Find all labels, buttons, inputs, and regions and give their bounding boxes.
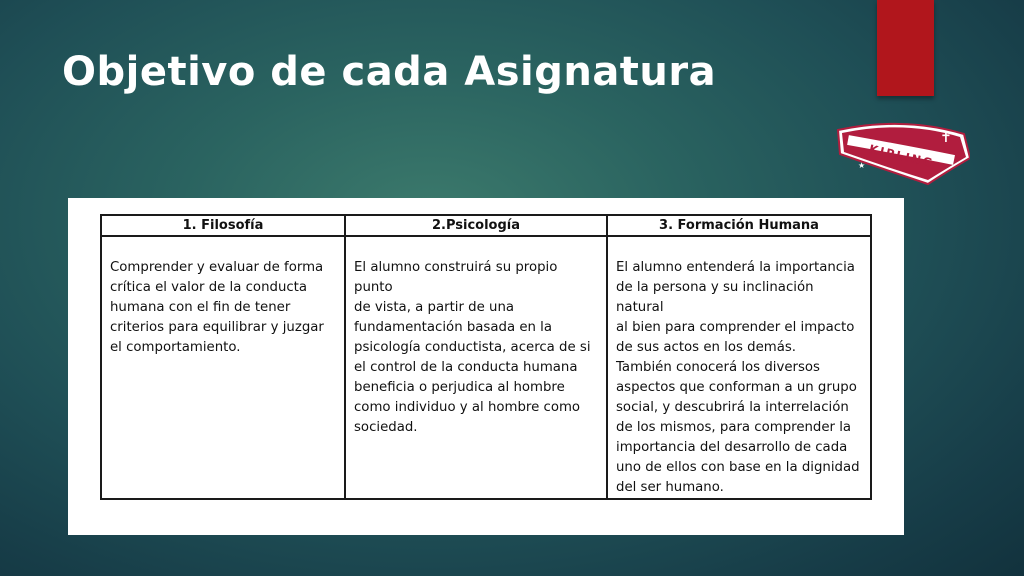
cell-line: El alumno entenderá la importancia — [616, 260, 855, 275]
cell-formacion-humana — [607, 236, 871, 499]
cell-line: de vista, a partir de una — [354, 300, 515, 315]
slide-title: Objetivo de cada Asignatura — [62, 49, 717, 95]
cell-line: uno de ellos con base en la dignidad — [616, 460, 860, 475]
kipling-pennant-logo — [836, 120, 970, 188]
logo-star-icon: ★ — [858, 161, 866, 170]
cell-line: crítica el valor de la conducta — [110, 280, 308, 295]
cell-line: sociedad. — [354, 420, 418, 435]
cell-line: El alumno construirá su propio punto — [354, 260, 558, 295]
header-formacion-humana: 3. Formación Humana — [607, 215, 871, 236]
table-header-row — [101, 215, 871, 236]
cell-line: Comprender y evaluar de forma — [110, 260, 324, 275]
cell-line: el comportamiento. — [110, 340, 241, 355]
table-row — [101, 236, 871, 499]
cell-filosofia — [101, 236, 345, 499]
cell-line: como individuo y al hombre como — [354, 400, 581, 415]
header-filosofia: 1. Filosofía — [101, 215, 345, 236]
red-accent-bar — [877, 0, 934, 96]
cell-psicologia — [345, 236, 607, 499]
cell-line: psicología conductista, acerca de si — [354, 340, 591, 355]
cell-line: de los mismos, para comprender la — [616, 420, 852, 435]
cell-line: de la persona y su inclinación natural — [616, 280, 814, 315]
cell-line: al bien para comprender el impacto — [616, 320, 855, 335]
cell-line: importancia del desarrollo de cada — [616, 440, 848, 455]
logo-cross-icon: ✝ — [940, 130, 952, 146]
subjects-table — [100, 214, 872, 500]
cell-line: También conocerá los diversos — [616, 360, 820, 375]
cell-line: beneficia o perjudica al hombre — [354, 380, 565, 395]
cell-line: humana con el fin de tener — [110, 300, 291, 315]
table-image-card — [68, 198, 904, 535]
logo-wordmark: KIPLING — [867, 141, 936, 171]
cell-line: del ser humano. — [616, 480, 724, 495]
cell-line: de sus actos en los demás. — [616, 340, 797, 355]
cell-line: criterios para equilibrar y juzgar — [110, 320, 324, 335]
cell-line: fundamentación basada en la — [354, 320, 552, 335]
cell-line: social, y descubrirá la interrelación — [616, 400, 849, 415]
cell-line: aspectos que conforman a un grupo — [616, 380, 857, 395]
header-psicologia: 2.Psicología — [345, 215, 607, 236]
cell-line: el control de la conducta humana — [354, 360, 578, 375]
